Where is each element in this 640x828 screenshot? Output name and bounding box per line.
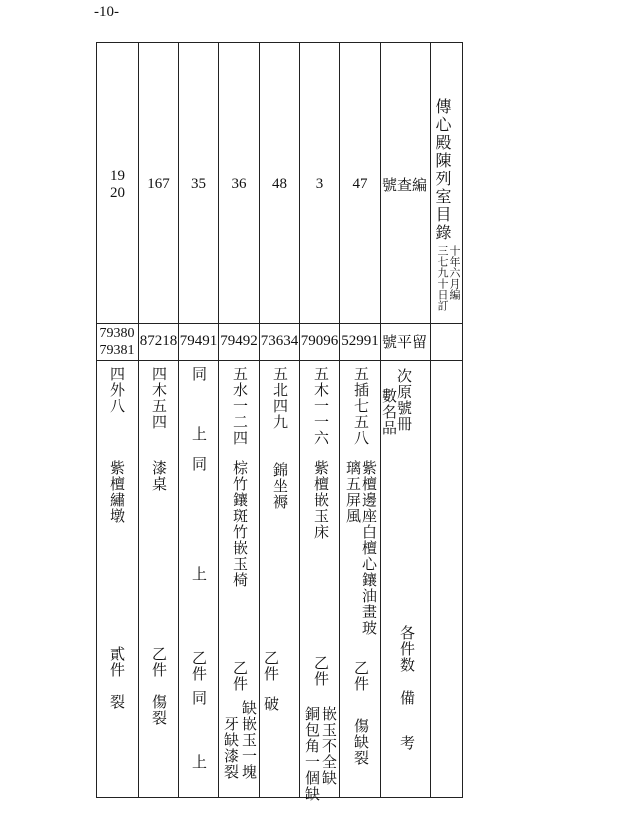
col-divider (96, 42, 97, 798)
remark: 傷裂 (150, 694, 168, 726)
orig-no: 同 (190, 366, 208, 382)
header-orig-no: 次原號冊 (395, 368, 413, 432)
item-name: 棕竹鑲斑竹嵌玉椅 (231, 460, 249, 588)
item-name: 紫檀繡墩 (108, 460, 126, 524)
quantity: 乙件 (190, 650, 208, 682)
quantity: 乙件 (352, 660, 370, 692)
col-divider (259, 42, 260, 798)
title-note-1: 十年六月編 (448, 245, 461, 300)
orig-no: 四外八 (108, 366, 126, 414)
table-bottom-border (96, 797, 462, 798)
item-name: 紫檀邊座白檀心鑲油畫玻 (360, 460, 378, 636)
flat-no: 52991 (341, 333, 379, 349)
col-divider (138, 42, 139, 798)
remark: 嵌玉不全缺 (320, 706, 338, 786)
item-name-2: 璃五屏風 (344, 460, 362, 524)
item-name: 上 (190, 426, 208, 442)
check-no: 47 (352, 176, 368, 192)
check-no: 35 (191, 176, 206, 192)
check-no: 48 (272, 176, 287, 192)
header-name: 數名品 (380, 388, 398, 436)
item-name-3: 上 (190, 566, 208, 582)
item-name: 漆桌 (150, 460, 168, 492)
orig-no: 四木五四 (150, 366, 168, 430)
col-divider (218, 42, 219, 798)
page-number: -10- (94, 4, 119, 20)
remark-2: 銅包角一個缺 (303, 706, 321, 802)
orig-no: 五水一二四 (231, 366, 249, 446)
remark-2: 牙缺漆裂 (222, 716, 240, 780)
table-top-border (96, 42, 462, 43)
remark: 同 (190, 690, 208, 706)
header-check-no: 號查編 (382, 176, 428, 194)
orig-no: 五北四九 (271, 366, 289, 430)
header-flat-no: 號平留 (382, 333, 428, 351)
quantity: 貳件 (108, 646, 126, 678)
check-no: 36 (231, 176, 247, 192)
table-right-border (462, 42, 463, 798)
quantity: 乙件 (231, 660, 249, 692)
col-divider (299, 42, 300, 798)
row-divider-1 (96, 323, 462, 324)
quantity: 乙件 (262, 650, 280, 682)
orig-no: 五插七五八 (352, 366, 370, 446)
item-name-2: 同 (190, 456, 208, 472)
row-divider-2 (96, 360, 462, 361)
item-name: 紫檀嵌玉床 (312, 460, 330, 540)
flat-no: 79380 79381 (99, 326, 135, 358)
quantity: 乙件 (312, 655, 330, 687)
remark: 裂 (108, 694, 126, 710)
header-remark: 備考 (398, 690, 416, 780)
title-note-2: 三七九十日訂 (436, 245, 449, 311)
flat-no: 79096 (300, 333, 339, 349)
remark: 傷缺裂 (352, 718, 370, 766)
check-no: 167 (147, 176, 170, 192)
flat-no: 87218 (139, 333, 178, 349)
catalog-title: 傳心殿陳列室目錄 (433, 98, 452, 242)
quantity: 乙件 (150, 646, 168, 678)
col-divider (178, 42, 179, 798)
remark: 破 (262, 696, 280, 712)
orig-no: 五木一一六 (312, 366, 330, 446)
check-no: 3 (315, 176, 324, 192)
header-qty: 各件数 (398, 625, 416, 673)
remark: 缺嵌玉一塊 (240, 700, 258, 780)
col-divider (339, 42, 340, 798)
flat-no: 73634 (260, 333, 299, 349)
remark-2: 上 (190, 754, 208, 770)
col-divider (430, 42, 431, 798)
flat-no: 79492 (220, 333, 258, 349)
item-name: 錦坐褥 (271, 462, 289, 510)
flat-no: 79491 (179, 333, 218, 349)
check-no: 19 20 (110, 168, 125, 201)
